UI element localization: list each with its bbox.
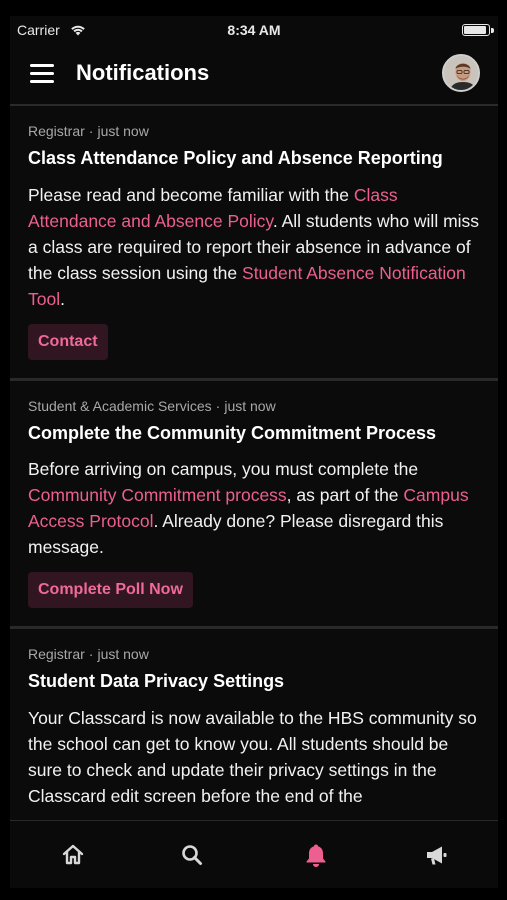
megaphone-icon — [423, 841, 451, 869]
notification-title: Complete the Community Commitment Process — [28, 422, 437, 443]
meta-separator: · — [88, 646, 94, 663]
notification-text: , as part of the — [286, 485, 404, 506]
menu-bar — [30, 72, 54, 75]
status-bar — [10, 16, 498, 44]
notification-text: . Already done? Please disregard this message. — [28, 511, 444, 558]
notification-meta — [28, 646, 480, 662]
notification-text: . All students who will miss a class are required to report their absence in advance of the class session using the — [28, 210, 480, 283]
tab-announcements[interactable] — [423, 841, 451, 869]
battery-icon — [462, 24, 490, 36]
menu-bar — [30, 64, 54, 67]
notification-meta — [28, 123, 480, 139]
notification-meta — [28, 398, 480, 414]
notification-text: Before arriving on campus, you must complete the — [28, 459, 419, 480]
notification-source: Registrar — [28, 646, 85, 663]
notification-title: Class Attendance Policy and Absence Reporting — [28, 148, 443, 168]
app-screen — [10, 16, 498, 888]
notification-card[interactable] — [10, 106, 498, 378]
hamburger-icon[interactable] — [30, 64, 54, 84]
notification-action-button[interactable]: Complete Poll Now — [28, 572, 193, 608]
meta-separator: · — [215, 397, 221, 414]
bell-icon — [302, 841, 330, 869]
menu-bar — [30, 80, 54, 83]
notification-body — [28, 705, 480, 809]
meta-separator: · — [88, 123, 94, 139]
notification-time: just now — [224, 397, 276, 414]
notification-action-button[interactable]: Contact — [28, 324, 108, 360]
tab-bar — [10, 820, 498, 888]
notification-time: just now — [97, 123, 149, 139]
notification-link[interactable]: Community Commitment process — [28, 485, 287, 506]
app-header — [10, 44, 498, 106]
search-icon — [178, 841, 206, 869]
battery-nub — [491, 28, 494, 33]
user-avatar[interactable] — [442, 54, 480, 92]
notification-text: . — [60, 288, 65, 309]
battery-level — [464, 26, 486, 34]
notification-link[interactable]: Student Absence Notification Tool — [28, 262, 466, 309]
tab-search[interactable] — [178, 841, 206, 869]
notification-card[interactable] — [10, 629, 498, 820]
notification-text: Your Classcard is now available to the HBS community so the school can get to know you. All students should be sure to check and update their privacy settings in the Classcard edit screen before the end of the — [28, 707, 477, 806]
home-icon — [59, 841, 87, 869]
notification-link[interactable]: Class Attendance and Absence Policy — [28, 184, 398, 231]
notification-link[interactable]: Campus Access Protocol — [28, 485, 469, 532]
status-time: 8:34 AM — [227, 22, 281, 38]
notification-source: Registrar — [28, 123, 85, 139]
notification-text: Please read and become familiar with the — [28, 184, 354, 205]
notification-card[interactable] — [10, 381, 498, 627]
tab-notifications[interactable] — [302, 841, 330, 869]
tab-home[interactable] — [59, 841, 87, 869]
notification-title: Student Data Privacy Settings — [28, 671, 285, 692]
carrier-label: Carrier — [17, 22, 60, 38]
notification-time: just now — [97, 646, 149, 663]
notification-body — [28, 456, 480, 560]
notification-source: Student & Academic Services — [28, 397, 212, 414]
page-title: Notifications — [76, 60, 210, 85]
notification-body — [28, 182, 480, 312]
notification-feed[interactable] — [10, 106, 498, 820]
